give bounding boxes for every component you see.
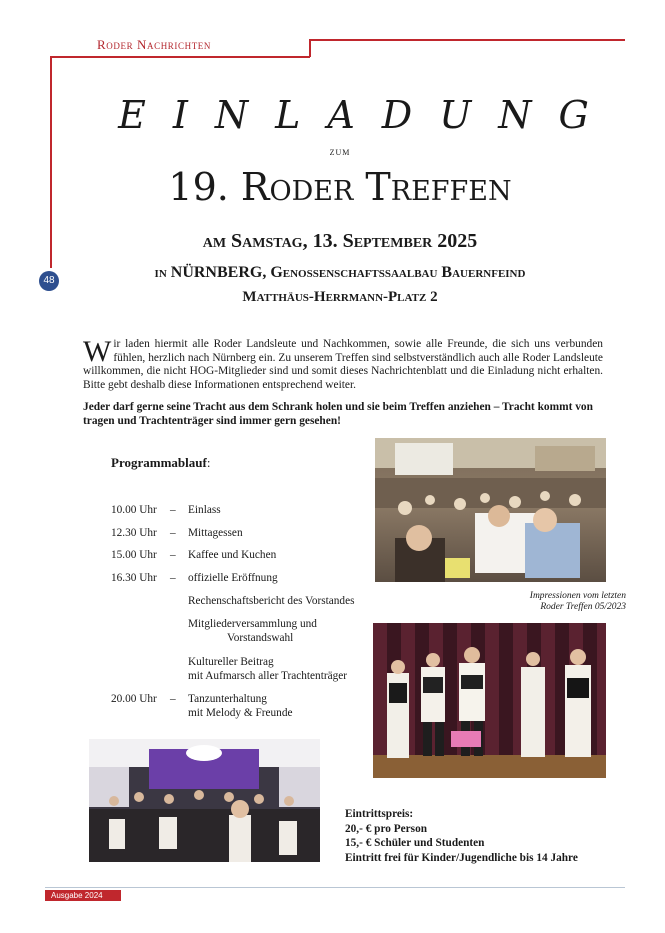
publication-title: Roder Nachrichten [97, 37, 212, 52]
admission-heading: Eintrittspreis: [345, 808, 414, 820]
event-date: am Samstag, 13. September 2025 [202, 230, 478, 252]
intro-text: ir laden hiermit alle Roder Landsleute und Nachkommen, sowie alle Freunde, die sich uns verbunden fühlen, herzlich nach Nürnberg ein. Zu unserem Treffen sind selbstverständlich auch alle Roder Landsleute willkommen, die nicht HOG-Mitglieder sind und somit dieses Nachrichtenblatt und die Einladung nicht erhalten. Bitte gebt deshalb diese Informationen entsprechend weiter. [83, 338, 603, 391]
schedule-dash: – [170, 693, 176, 705]
programme-heading: Programmablauf: [111, 455, 211, 470]
schedule-dash: – [170, 572, 176, 584]
photo-audience [375, 438, 606, 582]
event-name: 19. Roder Treffen [168, 165, 512, 209]
schedule-event: Einlass [188, 504, 221, 516]
header-rule-step [309, 39, 311, 57]
invitation-zum: zum [329, 146, 351, 158]
photo-caption: Impressionen vom letzten Roder Treffen 05/2023 [529, 591, 626, 612]
schedule-event: offizielle Eröffnung [188, 572, 278, 584]
photo-stage-performers [373, 623, 606, 778]
schedule-event: Tanzunterhaltung [188, 693, 267, 705]
schedule-dash: – [170, 527, 176, 539]
admission-prices [345, 807, 578, 865]
schedule-event: Mitgliederversammlung und [188, 618, 317, 630]
invitation-title: EINLADUNG [118, 93, 616, 137]
schedule-time: 20.00 Uhr [111, 693, 157, 705]
photo-dance-hall [89, 739, 320, 862]
footer-rule [45, 887, 625, 888]
schedule-event: mit Aufmarsch aller Trachtenträger [188, 670, 348, 682]
event-address: Matthäus-Herrmann-Platz 2 [242, 289, 438, 305]
schedule-event: mit Melody & Freunde [188, 707, 293, 719]
intro-paragraph [83, 335, 603, 392]
schedule-time: 15.00 Uhr [111, 549, 157, 561]
schedule-event: Mittagessen [188, 527, 243, 539]
schedule-dash: – [170, 504, 176, 516]
drop-cap: W [83, 335, 112, 368]
schedule-time: 12.30 Uhr [111, 527, 157, 539]
schedule-time: 16.30 Uhr [111, 572, 157, 584]
price-line: 15,- € Schüler und Studenten [345, 837, 485, 850]
schedule-event: Kaffee und Kuchen [188, 549, 277, 561]
price-line: Eintritt frei für Kinder/Jugendliche bis 14 Jahre [345, 851, 578, 864]
price-line: 20,- € pro Person [345, 822, 428, 835]
schedule-dash: – [170, 549, 176, 561]
issue-label: Ausgabe 2024 [45, 890, 121, 901]
schedule-event: Rechenschaftsbericht des Vorstandes [188, 595, 355, 607]
page-number-badge: 48 [39, 271, 59, 291]
schedule-time: 10.00 Uhr [111, 504, 157, 516]
schedule-event: Kultureller Beitrag [188, 656, 274, 668]
tracht-note: Jeder darf gerne seine Tracht aus dem Schrank holen und sie beim Treffen anziehen – Tracht kommt von tragen und Trachtenträger sind immer gern gesehen! [83, 401, 593, 427]
schedule-event: Vorstandswahl [227, 632, 294, 644]
header-rule-right [309, 39, 625, 41]
header-rule-left [50, 56, 310, 58]
event-venue: in NÜRNBERG, Genossenschaftssaalbau Bauernfeind [154, 264, 526, 281]
